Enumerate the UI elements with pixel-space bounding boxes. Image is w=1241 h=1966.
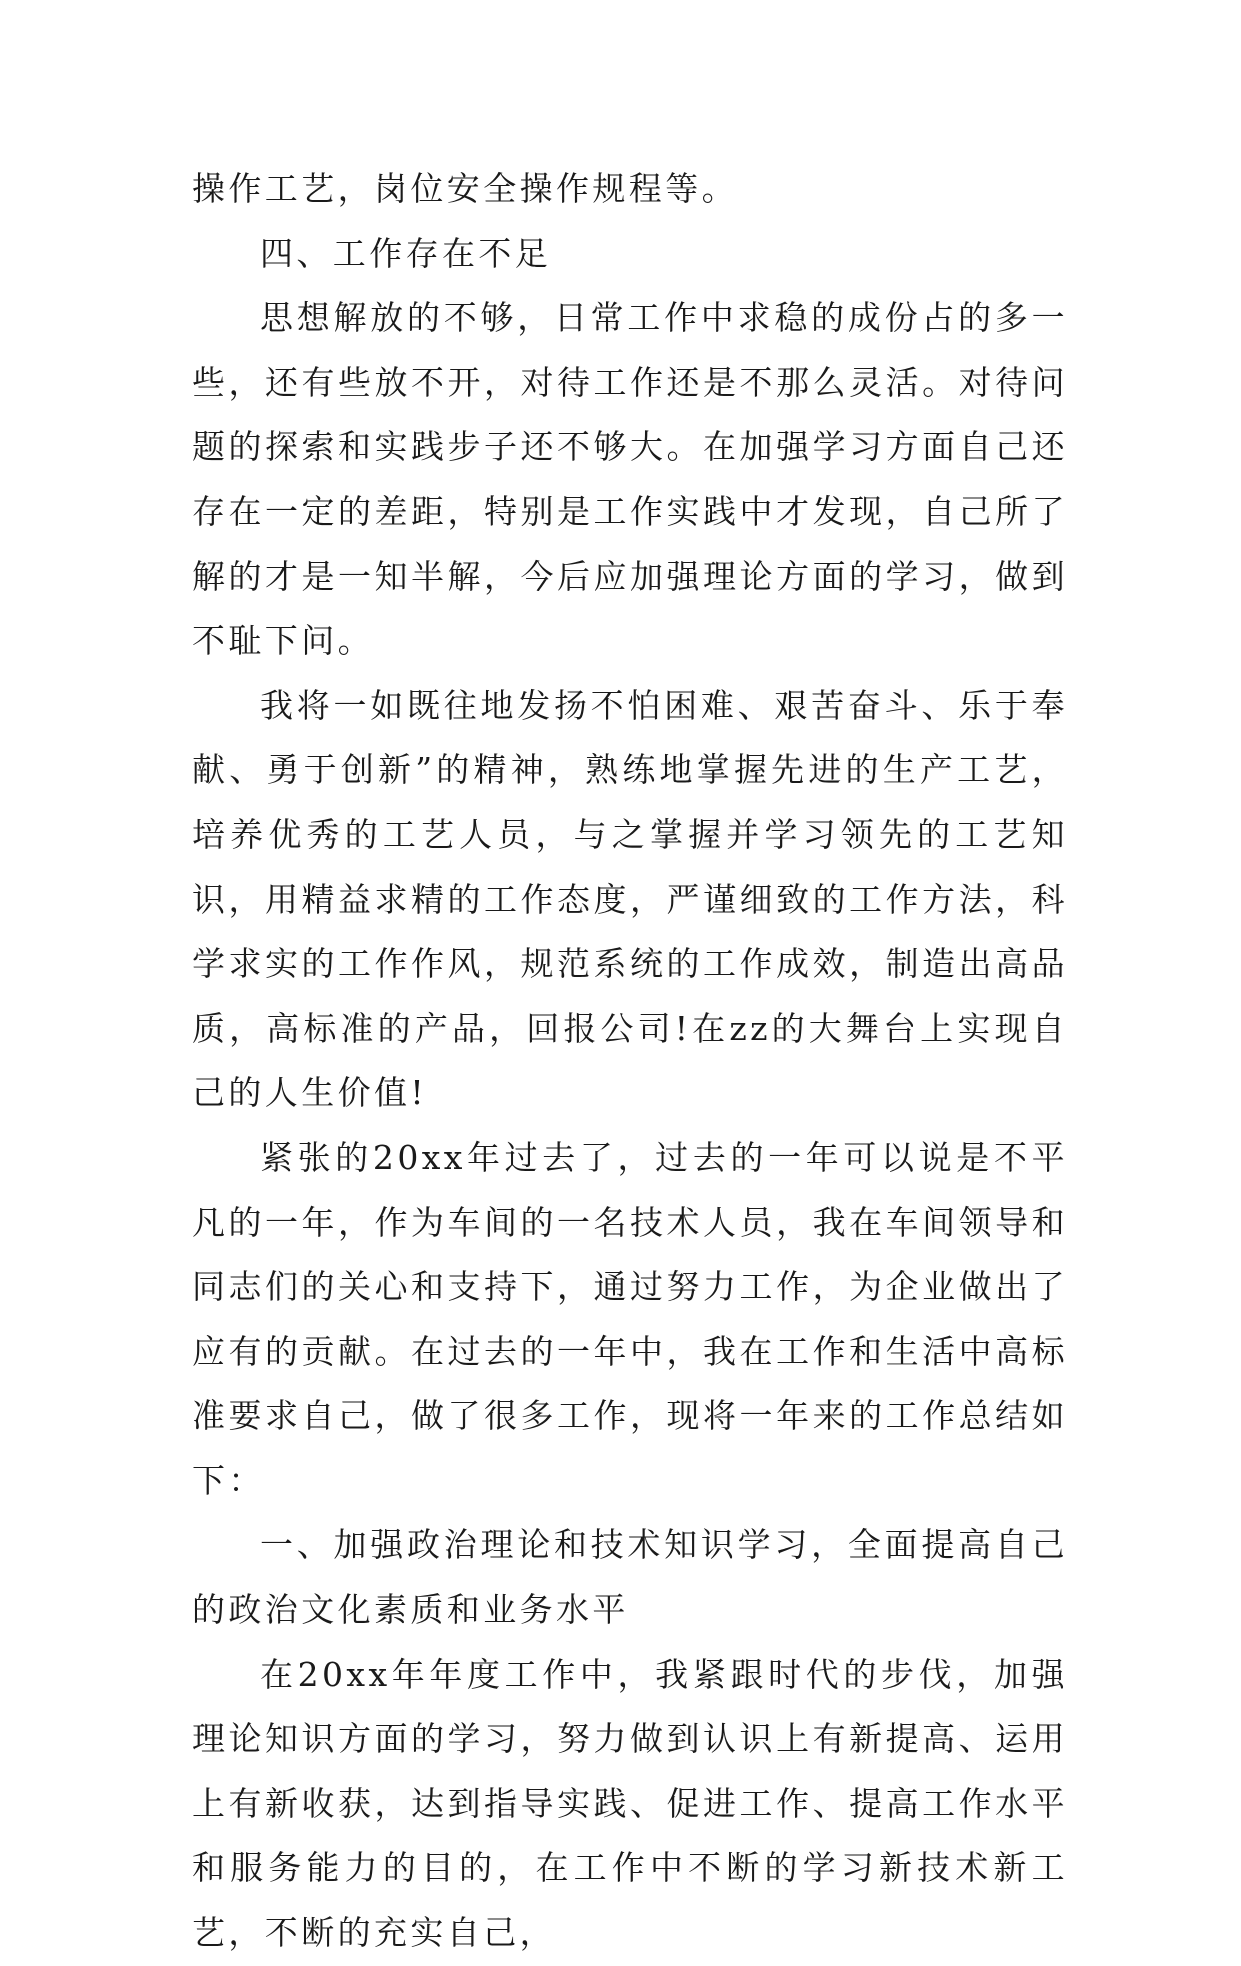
section-heading: 一、加强政治理论和技术知识学习，全面提高自己的政治文化素质和业务水平: [192, 1525, 1068, 1630]
paragraph: 在20xx年年度工作中，我紧跟时代的步伐，加强理论知识方面的学习，努力做到认识上有新提高、运用上有新收获，达到指导实践、促进工作、提高工作水平和服务能力的目的，在工作中不断的学习新技术新工艺，不断的充实自己，: [192, 1654, 1068, 1953]
paragraph: 我将一如既往地发扬不怕困难、艰苦奋斗、乐于奉献、勇于创新”的精神，熟练地掌握先进的生产工艺，培养优秀的工艺人员，与之掌握并学习领先的工艺知识，用精益求精的工作态度，严谨细致的工作方法，科学求实的工作作风，规范系统的工作成效，制造出高品质，高标准的产品，回报公司!在zz的大舞台上实现自己的人生价值!: [192, 685, 1068, 1113]
section-heading: 四、工作存在不足: [260, 233, 552, 273]
paragraph: 操作工艺，岗位安全操作规程等。: [192, 169, 738, 208]
paragraph: 思想解放的不够，日常工作中求稳的成份占的多一些，还有些放不开，对待工作还是不那么灵活。对待问题的探索和实践步子还不够大。在加强学习方面自己还存在一定的差距，特别是工作实践中才发现，自己所了解的才是一知半解，今后应加强理论方面的学习，做到不耻下问。: [192, 298, 1068, 661]
document-body: [192, 157, 1068, 1966]
paragraph: 紧张的20xx年过去了，过去的一年可以说是不平凡的一年，作为车间的一名技术人员，我在车间领导和同志们的关心和支持下，通过努力工作，为企业做出了应有的贡献。在过去的一年中，我在工作和生活中高标准要求自己，做了很多工作，现将一年来的工作总结如下：: [192, 1137, 1068, 1500]
